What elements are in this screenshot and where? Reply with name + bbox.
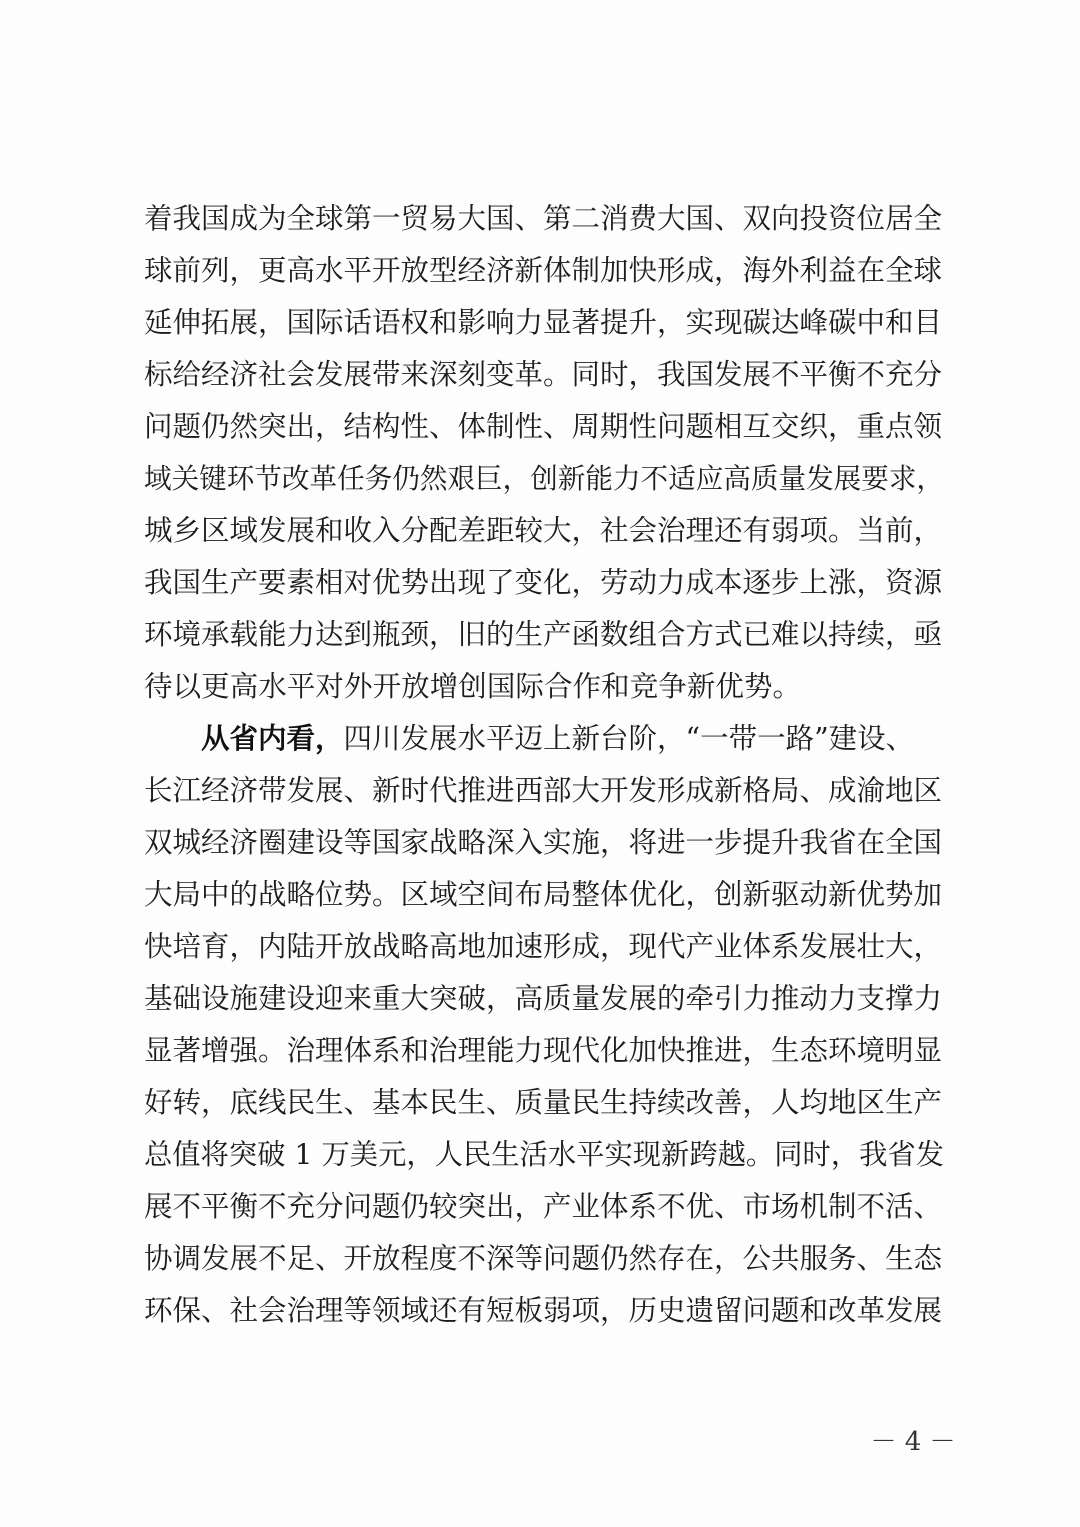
text-line: 我国生产要素相对优势出现了变化，劳动力成本逐步上涨，资源	[144, 566, 943, 599]
text-line: 展不平衡不充分问题仍较突出，产业体系不优、市场机制不活、	[144, 1190, 943, 1223]
text-line: 城乡区域发展和收入分配差距较大，社会治理还有弱项。当前，	[144, 514, 943, 547]
paragraph-first-line	[201, 719, 944, 759]
page-number: － 4 －	[870, 1427, 956, 1457]
text-line: 总值将突破 1 万美元，人民生活水平实现新跨越。同时，我省发	[144, 1138, 944, 1171]
text-line: 显著增强。治理体系和治理能力现代化加快推进，生态环境明显	[144, 1034, 943, 1067]
text-line: 好转，底线民生、基本民生、质量民生持续改善，人均地区生产	[144, 1086, 943, 1119]
text-line: 协调发展不足、开放程度不深等问题仍然存在，公共服务、生态	[144, 1242, 943, 1275]
text-line: 球前列，更高水平开放型经济新体制加快形成，海外利益在全球	[144, 254, 943, 287]
paragraph-lead-heading: 从省内看，	[201, 722, 344, 755]
paragraph-lead-text: 四川发展水平迈上新台阶，“一带一路”建设、	[343, 722, 915, 755]
text-line: 问题仍然突出，结构性、体制性、周期性问题相互交织，重点领	[144, 410, 943, 443]
text-line: 基础设施建设迎来重大突破，高质量发展的牵引力推动力支撑力	[144, 982, 943, 1015]
text-line: 待以更高水平对外开放增创国际合作和竞争新优势。	[144, 670, 802, 703]
text-line: 双城经济圈建设等国家战略深入实施，将进一步提升我省在全国	[144, 826, 943, 859]
text-line: 大局中的战略位势。区域空间布局整体优化，创新驱动新优势加	[144, 878, 943, 911]
text-line: 快培育，内陆开放战略高地加速形成，现代产业体系发展壮大，	[144, 930, 943, 963]
text-line: 延伸拓展，国际话语权和影响力显著提升，实现碳达峰碳中和目	[144, 306, 943, 339]
text-line: 环保、社会治理等领域还有短板弱项，历史遗留问题和改革发展	[144, 1294, 943, 1327]
text-line: 长江经济带发展、新时代推进西部大开发形成新格局、成渝地区	[144, 774, 943, 807]
text-line: 着我国成为全球第一贸易大国、第二消费大国、双向投资位居全	[144, 202, 943, 235]
text-line: 标给经济社会发展带来深刻变革。同时，我国发展不平衡不充分	[144, 358, 943, 391]
text-line: 环境承载能力达到瓶颈，旧的生产函数组合方式已难以持续，亟	[144, 618, 943, 651]
text-line: 域关键环节改革任务仍然艰巨，创新能力不适应高质量发展要求，	[144, 462, 944, 495]
